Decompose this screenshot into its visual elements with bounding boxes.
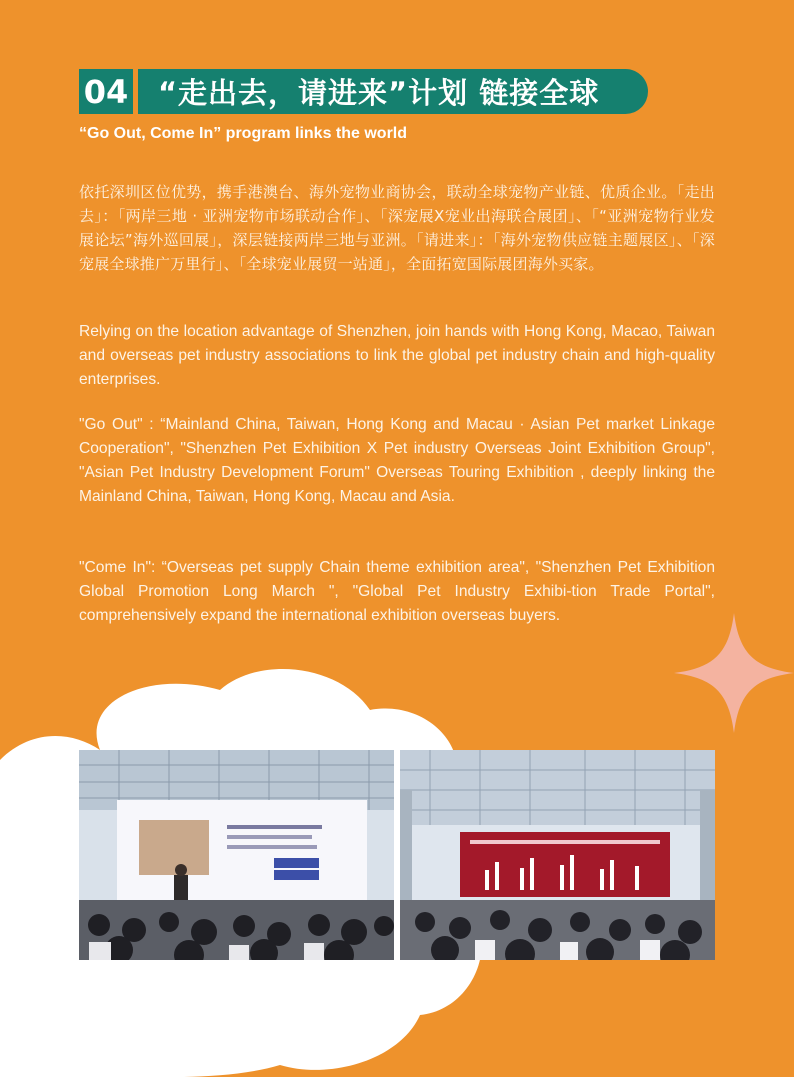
paragraph-cn: 依托深圳区位优势，携手港澳台、海外宠物业商协会，联动全球宠物产业链、优质企业。「走出去」：「两岸三地 · 亚洲宠物市场联动合作」、「深宠展X宠业出海联合展团」、「“亚洲宠物行业发展论坛”海外巡回展」，深层链接两岸三地与亚洲。「请进来」：「海外宠物供应链主题展区」、「深宠展全球推广万里行」、「全球宠业展贸一站通」，全面拓宽国际展团海外买家。 [79, 183, 715, 273]
sparkle-star-icon [674, 613, 794, 733]
paragraph-en-intro: Relying on the location advantage of Shenzhen, join hands with Hong Kong, Macao, Taiwan and overseas pet industry associations to link the global pet industry chain and high-quality enterprises. [79, 323, 715, 388]
section-title: “走出去，请进来”计划 链接全球 [138, 69, 648, 114]
forum-stage-photo [79, 750, 394, 960]
paragraph-en-come-in: "Come In": “Overseas pet supply Chain theme exhibition area", "Shenzhen Pet Exhibition Global Promotion Long March ", "Global Pet Industry Exhibi-tion Trade Portal", comprehensively expand the international exhibition overseas buyers. [79, 559, 715, 624]
paragraph-en-go-out: "Go Out" : “Mainland China, Taiwan, Hong Kong and Macau · Asian Pet market Linkage Cooperation", "Shenzhen Pet Exhibition X Pet industry Overseas Joint Exhibition Group", "Asian Pet Industry Development Forum" Overseas Touring Exhibition , deeply linking the Mainland China, Taiwan, Hong Kong, Macau and Asia. [79, 416, 715, 505]
section-number: 04 [79, 69, 133, 114]
section-subtitle: “Go Out, Come In” program links the world [79, 125, 408, 142]
exhibition-hall-photo [400, 750, 715, 960]
